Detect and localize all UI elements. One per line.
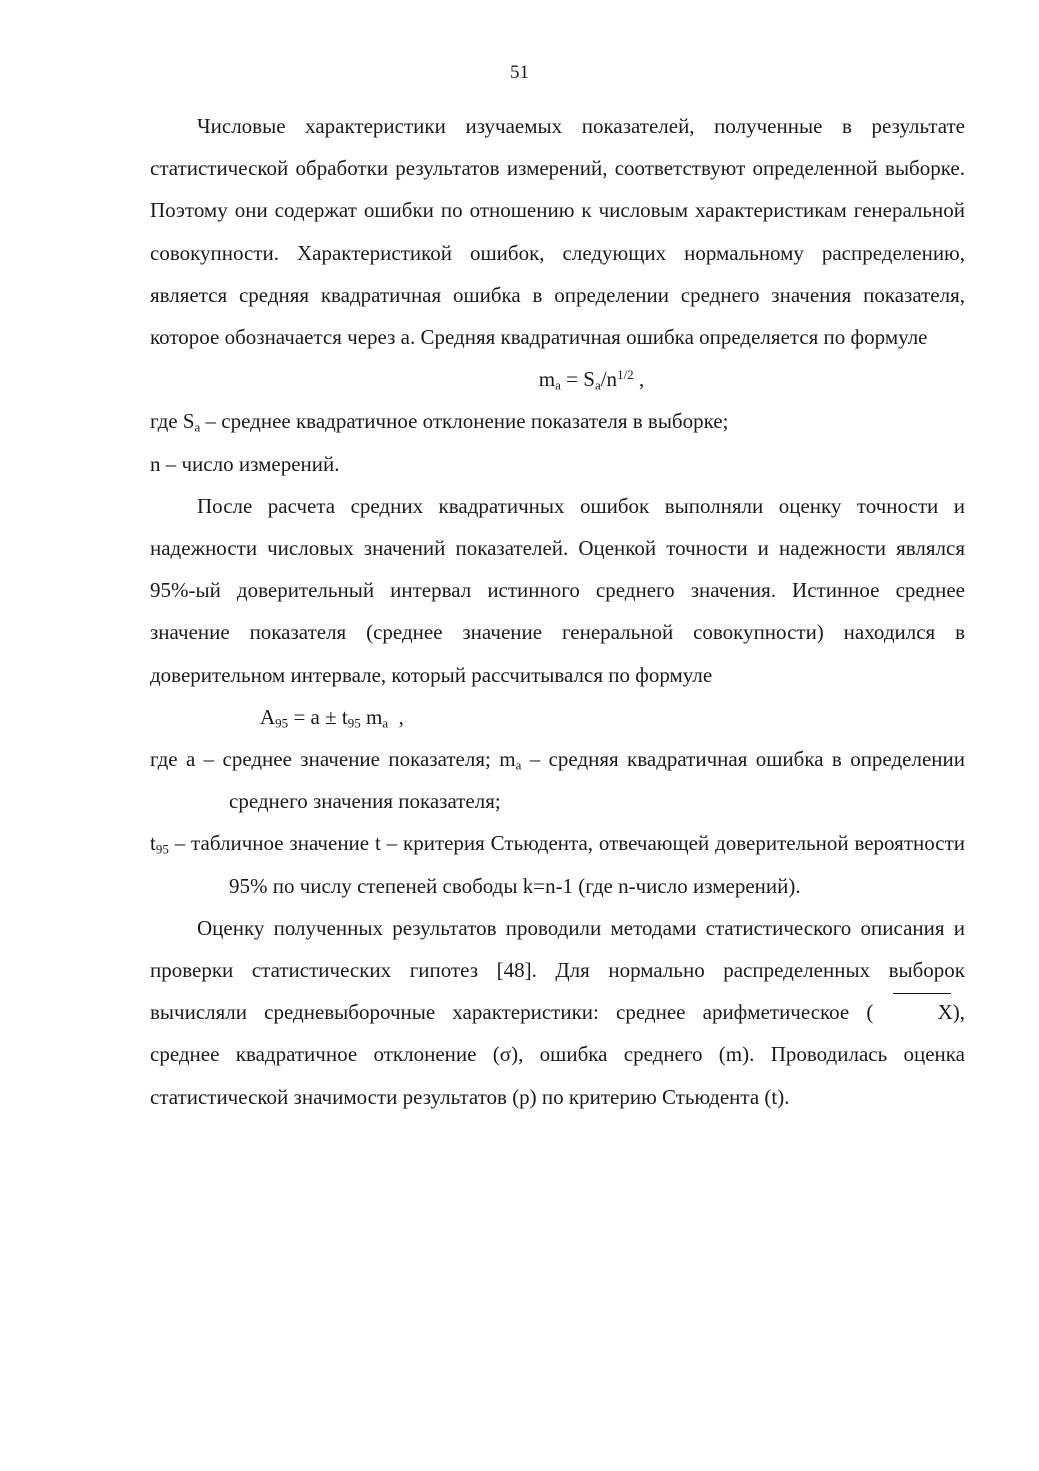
paragraph-1: Числовые характеристики изучаемых показателей, полученные в результате статистической обработки результатов измерений, соответствуют определенной выборке. Поэтому они содержат ошибки по отношению к числовым характеристикам генеральной совокупности. Характеристикой ошибок, следующих нормальному распределению, является средняя квадратичная ошибка в определении среднего значения показателя, которое обозначается через а. Средняя квадратичная ошибка определяется по формуле <box>150 114 965 350</box>
mean-x-symbol: X <box>891 991 953 1033</box>
definition-a-ma: где а – среднее значение показателя; $m_a$ – средняя квадратичная ошибка в определении среднего значения показателя; <box>150 747 965 814</box>
formula-standard-error: $m_a = S_a/n^{1/2}$ , <box>538 367 645 393</box>
document-body <box>150 105 965 1118</box>
definition-sa: где $S_a$ – среднее квадратичное отклонение показателя в выборке; <box>150 409 729 435</box>
paragraph-2: После расчета средних квадратичных ошибок выполняли оценку точности и надежности числовых значений показателей. Оценкой точности и надежности являлся 95%-ый доверительный интервал истинного среднего значения. Истинное среднее значение показателя (среднее значение генеральной совокупности) находился в доверительном интервале, который рассчитывался по формуле <box>150 493 965 687</box>
definition-t95: $t_{95}$ – табличное значение t – критерия Стьюдента, отвечающей доверительной вероятности 95% по числу степеней свободы k=n-1 (где n-число измерений). <box>150 831 965 898</box>
definition-n: n – число измерений. <box>150 451 340 476</box>
formula-confidence-interval: $А_{95} = a \pm t_{95}$ $m_a$ , <box>260 704 404 731</box>
page-number: 51 <box>510 62 529 83</box>
paragraph-3: Оценку полученных результатов проводили методами статистического описания и проверки статистических гипотез [48]. Для нормально распределенных выборок вычисляли средневыборочные характеристики: среднее арифметическое ( X), среднее квадратичное отклонение (σ), ошибка среднего (m). Проводилась оценка статистической значимости результатов (p) по критерию Стьюдента (t). <box>150 915 965 1109</box>
